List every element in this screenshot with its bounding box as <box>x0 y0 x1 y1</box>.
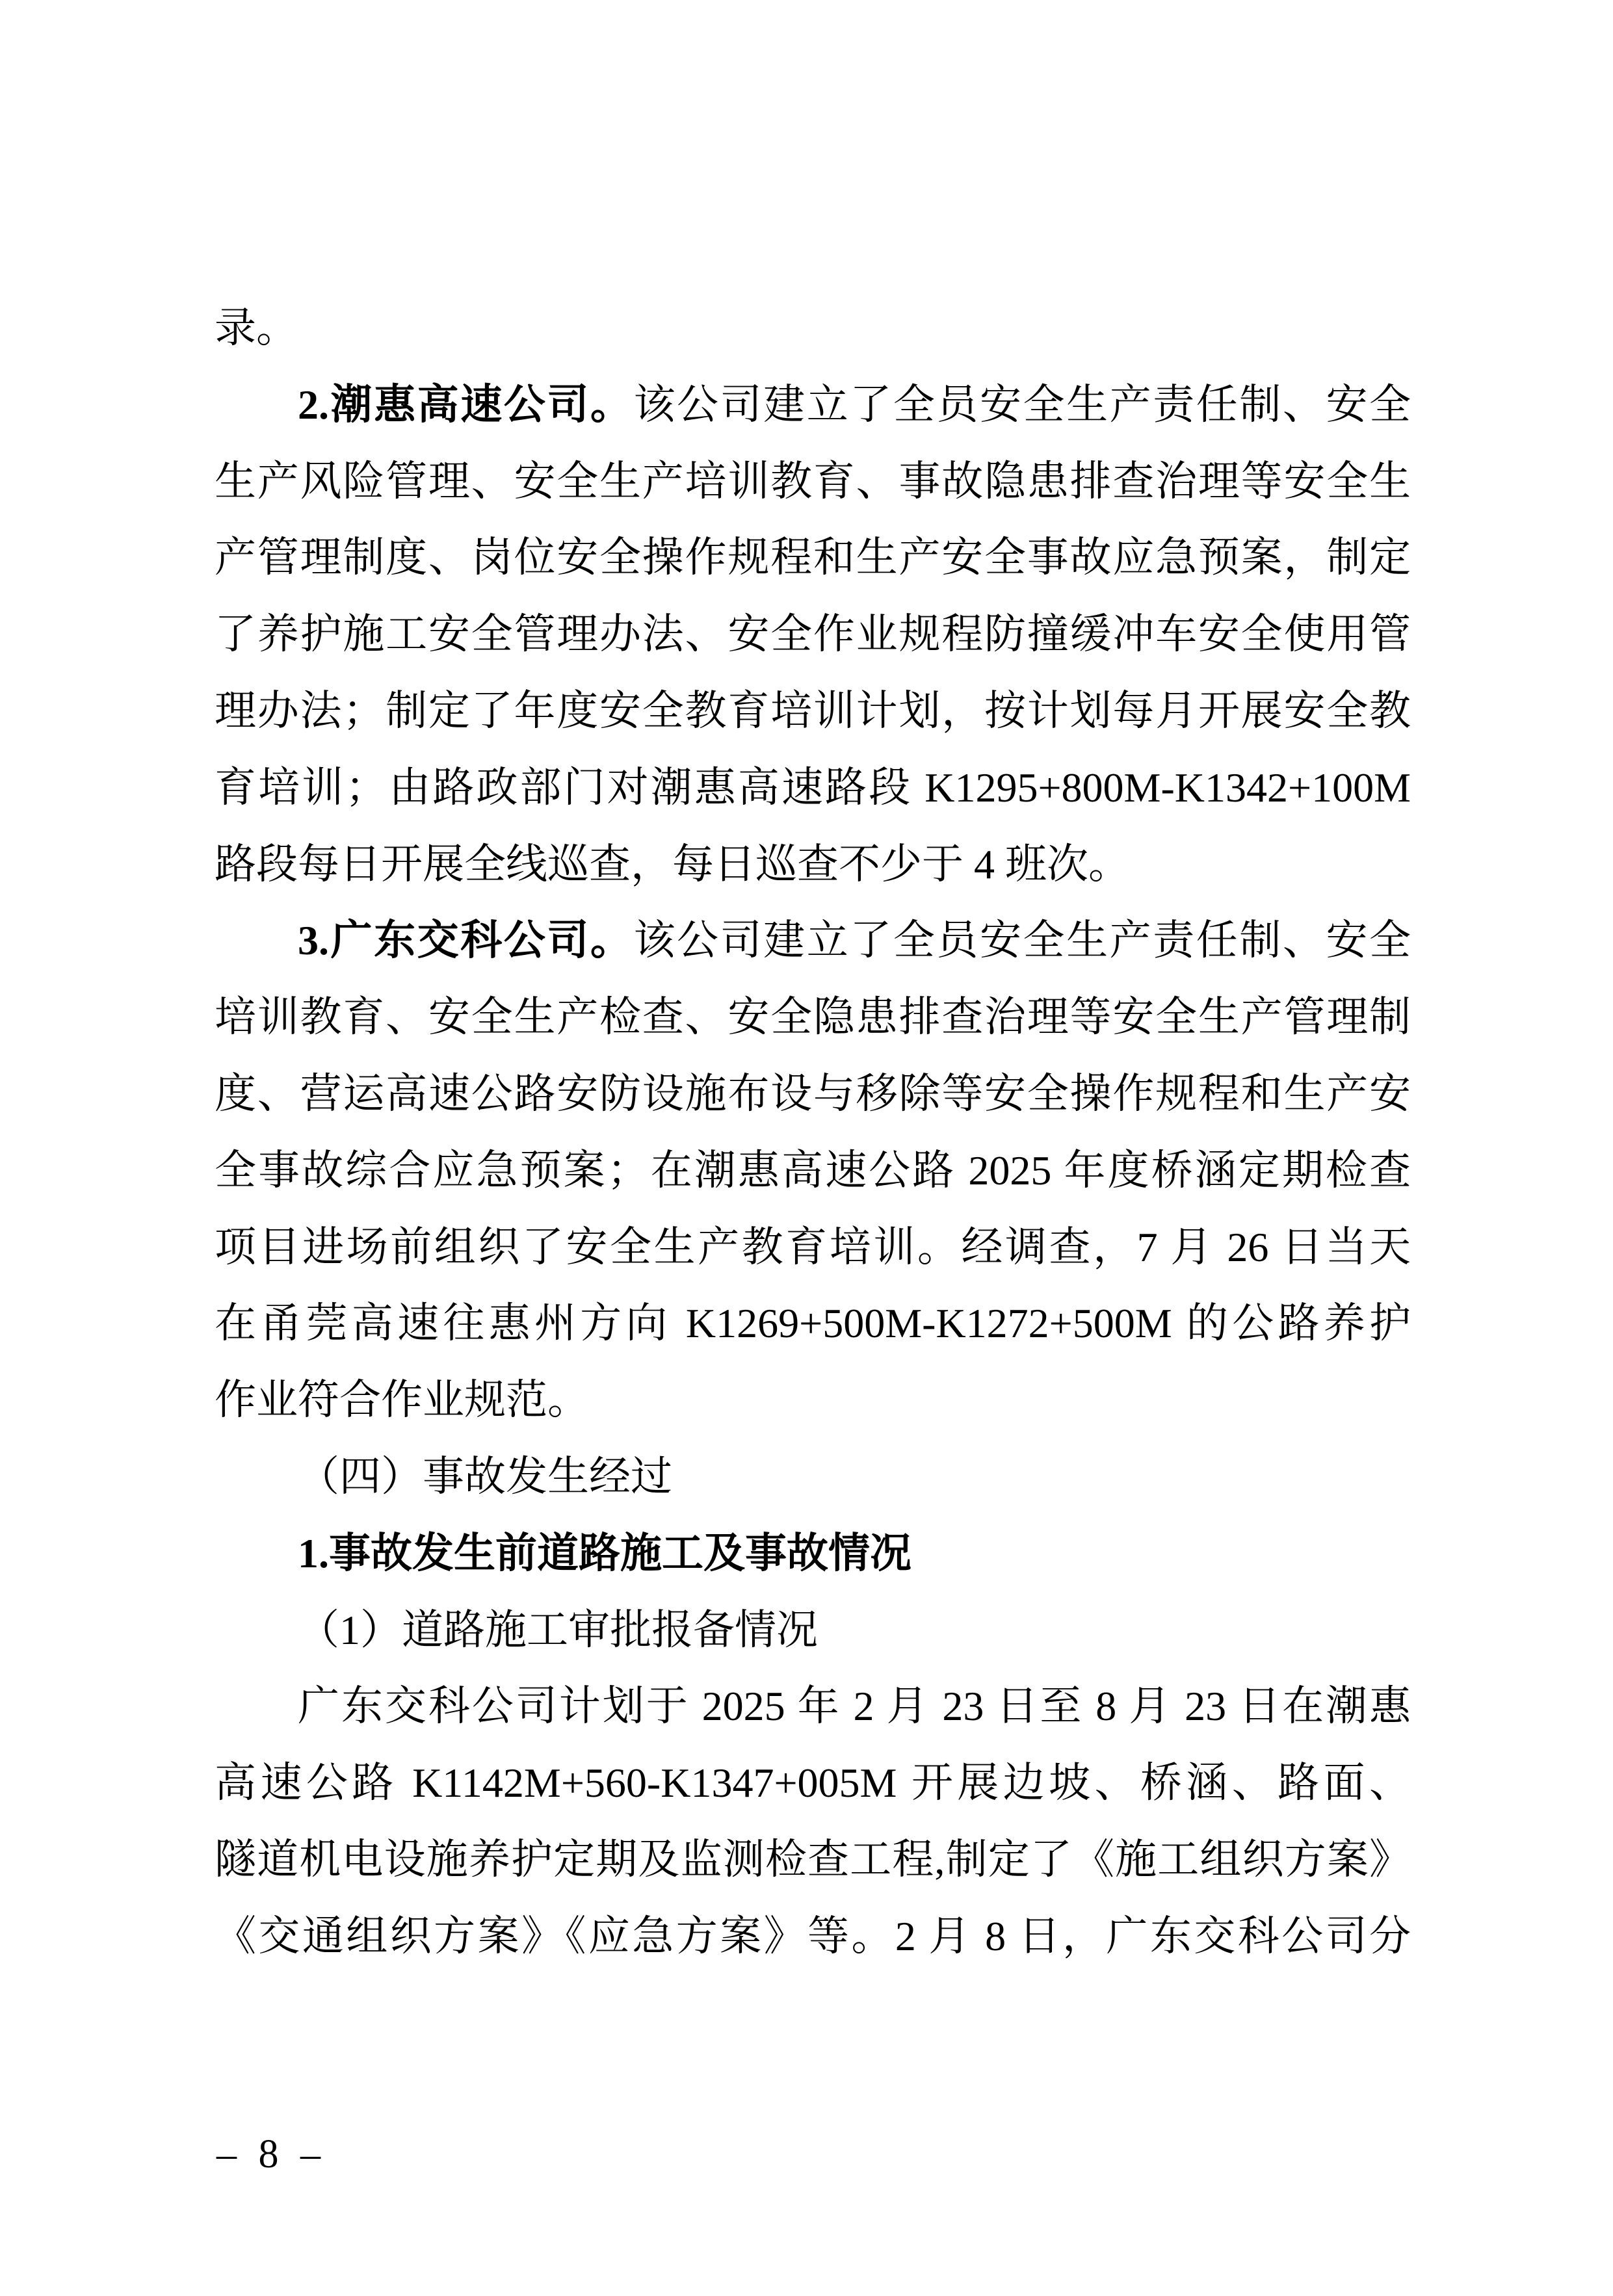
heading-1-text: 1.事故发生前道路施工及事故情况 <box>298 1530 911 1576</box>
section-3-lead: 3.广东交科公司。 <box>298 917 634 964</box>
text-line: 广东交科公司计划于 2025 年 2 月 23 日至 8 月 23 日在潮惠 <box>298 1683 1411 1730</box>
document-body <box>215 290 1411 1975</box>
text-line: 路段每日开展全线巡查，每日巡查不少于 4 班次。 <box>215 841 1130 887</box>
subsection-4-heading: （四）事故发生经过 <box>298 1453 672 1500</box>
text-line: 产管理制度、岗位安全操作规程和生产安全事故应急预案，制定 <box>215 534 1411 581</box>
text-line: 作业符合作业规范。 <box>215 1377 589 1424</box>
text-line: 录。 <box>215 305 298 351</box>
item-1-heading: （1）道路施工审批报备情况 <box>298 1606 818 1653</box>
text-line: 在甬莞高速往惠州方向 K1269+500M-K1272+500M 的公路养护 <box>215 1300 1411 1347</box>
text-line: 隧道机电设施养护定期及监测检查工程,制定了《施工组织方案》 <box>215 1836 1411 1883</box>
text-line: 理办法；制定了年度安全教育培训计划，按计划每月开展安全教 <box>215 687 1411 734</box>
text-line: 全事故综合应急预案；在潮惠高速公路 2025 年度桥涵定期检查 <box>215 1147 1411 1194</box>
text-line: 培训教育、安全生产检查、安全隐患排查治理等安全生产管理制 <box>215 994 1411 1041</box>
text-line: 高速公路 K1142M+560-K1347+005M 开展边坡、桥涵、路面、 <box>215 1760 1411 1807</box>
text-line <box>215 902 1411 979</box>
text-line: 生产风险管理、安全生产培训教育、事故隐患排查治理等安全生 <box>215 458 1411 504</box>
heading-1-line <box>215 1515 1411 1592</box>
text-line: 育培训；由路政部门对潮惠高速路段 K1295+800M-K1342+100M <box>215 764 1411 811</box>
text-line: 了养护施工安全管理办法、安全作业规程防撞缓冲车安全使用管 <box>215 611 1411 658</box>
section-2-lead: 2.潮惠高速公司。 <box>298 381 634 428</box>
page-number: – 8 – <box>216 2132 321 2176</box>
line-text: 该公司建立了全员安全生产责任制、安全 <box>633 917 1411 964</box>
text-line: 《交通组织方案》《应急方案》等。2 月 8 日，广东交科公司分 <box>215 1912 1411 1959</box>
text-line: 度、营运高速公路安防设施布设与移除等安全操作规程和生产安 <box>215 1070 1411 1117</box>
text-line <box>215 367 1411 443</box>
text-line: 项目进场前组织了安全生产教育培训。经调查，7 月 26 日当天 <box>215 1223 1411 1270</box>
line-text: 该公司建立了全员安全生产责任制、安全 <box>633 381 1411 428</box>
